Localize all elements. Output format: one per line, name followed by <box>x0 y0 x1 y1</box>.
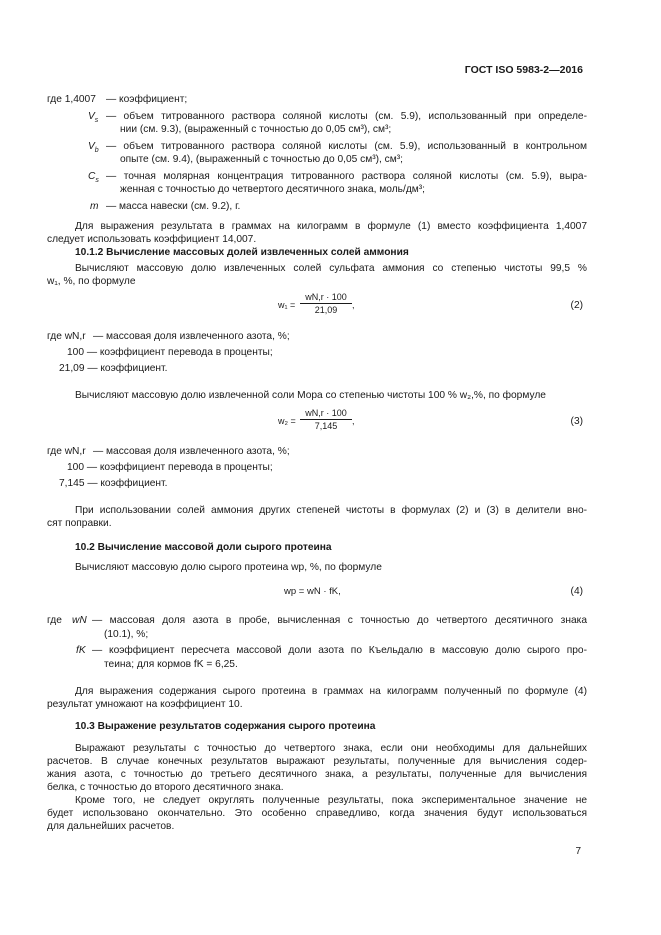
p-sulfate-line-2: w₁, %, по формуле <box>47 276 136 287</box>
fk-line-1: — коэффициент пересчета массовой доли азота по Къельдалю в массовую долю сырого про- <box>92 645 587 656</box>
p-grams2-line-2: результат умножают на коэффициент 10. <box>47 699 243 710</box>
cs-symbol: $C_s$ <box>88 171 99 185</box>
where3-lead: где wN,r <box>47 446 86 457</box>
eq2-lhs: w₁ = <box>278 300 296 310</box>
eq4-number: (4) <box>570 586 583 597</box>
eq3-fraction <box>300 408 352 431</box>
para-grams1-line-1: Для выражения результата в граммах на килограмм в формуле (1) вместо коэффициента 1,4007 <box>75 221 587 232</box>
eq2-numerator: wN,r · 100 <box>300 292 352 304</box>
wn-line-2: (10.1), %; <box>104 629 149 640</box>
p-express-line-4: белка, с точностью до второго десятичного знака. <box>47 782 284 793</box>
where2-lead: где wN,r <box>47 331 86 342</box>
eq3-denominator: 7,145 <box>314 421 338 431</box>
p-round-line-3: для дальнейших расчетов. <box>47 821 175 832</box>
vb-line-2: опыте (см. 9.4), (выраженный с точностью до 0,05 см³), см³; <box>120 154 403 165</box>
eq3-comma: , <box>352 416 355 426</box>
eq2-denominator: 21,09 <box>314 305 338 315</box>
eq2-number: (2) <box>570 300 583 311</box>
eq3-lhs: w₂ = <box>278 416 296 426</box>
p-other-line-2: сят поправки. <box>47 518 112 529</box>
section-10-3-heading: 10.3 Выражение результатов содержания сырого протеина <box>75 721 376 732</box>
p-sulfate-line-1: Вычисляют массовую долю извлеченных солей сульфата аммония со степенью чистоты 99,5 % <box>75 263 587 274</box>
p-other-line-1: При использовании солей аммония других степеней чистоты в формулах (2) и (3) в делители вно- <box>75 505 587 516</box>
section-10-2-heading: 10.2 Вычисление массовой доли сырого протеина <box>75 542 332 553</box>
where2-line-1: — массовая доля извлеченного азота, %; <box>93 331 290 342</box>
where3-line-2: 100 — коэффициент перевода в проценты; <box>67 462 273 473</box>
para-grams1-line-2: следует использовать коэффициент 14,007. <box>47 234 257 245</box>
where4-lead: где <box>47 615 62 626</box>
fk-line-2: теина; для кормов fK = 6,25. <box>104 659 238 670</box>
section-10-1-2-heading: 10.1.2 Вычисление массовых долей извлеченных солей аммония <box>75 247 409 258</box>
p-express-line-1: Выражают результаты с точностью до четвертого знака, если они необходимы для дальнейших <box>75 743 587 754</box>
where2-line-3: 21,09 — коэффициент. <box>59 363 168 374</box>
page-number: 7 <box>575 846 581 857</box>
where3-line-3: 7,145 — коэффициент. <box>59 478 168 489</box>
p-round-line-1: Кроме того, не следует округлять полученные результаты, пока экспериментальное значение не <box>75 795 587 806</box>
eq2-fraction <box>300 292 352 315</box>
eq4-expression: wp = wN · fK, <box>284 586 341 597</box>
wn-symbol: wN <box>72 615 87 626</box>
document-header: ГОСТ ISO 5983-2—2016 <box>464 64 583 76</box>
p-express-line-2: расчетов. В случае конечных результатов выражают результаты, полученные для вычисления содер- <box>47 756 587 767</box>
cs-line-1: — точная молярная концентрация титрованного раствора соляной кислоты (см. 5.9), выра- <box>106 171 587 182</box>
p-express-line-3: жания азота, с точностью до третьего десятичного знака, а результаты, полученные для вычисления <box>47 769 587 780</box>
vb-line-1: — объем титрованного раствора соляной кислоты (см. 5.9), использованный в контрольном <box>106 141 587 152</box>
m-text: — масса навески (см. 9.2), г. <box>106 201 241 212</box>
fk-symbol: fK <box>76 645 86 656</box>
p-grams2-line-1: Для выражения содержания сырого протеина в граммах на килограмм полученный по формуле (4) <box>75 686 587 697</box>
eq3-numerator: wN,r · 100 <box>300 408 352 420</box>
wn-line-1: — массовая доля азота в пробе, вычисленная с точностью до четвертого десятичного знака <box>92 615 587 626</box>
vs-line-2: нии (см. 9.3), (выраженный с точностью до 0,05 см³), см³; <box>120 124 392 135</box>
where-lead-1: где 1,4007 <box>47 94 96 105</box>
coef-text: — коэффициент; <box>106 94 188 105</box>
p-round-line-2: будет использовано окончательно. Это особенно справедливо, когда значения будут использоваться <box>47 808 587 819</box>
eq3-number: (3) <box>570 416 583 427</box>
where2-line-2: 100 — коэффициент перевода в проценты; <box>67 347 273 358</box>
eq2-comma: , <box>352 300 355 310</box>
p-protein: Вычисляют массовую долю сырого протеина wp, %, по формуле <box>75 562 382 573</box>
where3-line-1: — массовая доля извлеченного азота, %; <box>93 446 290 457</box>
vb-symbol: $V_b$ <box>88 141 99 155</box>
m-symbol: m <box>90 201 99 212</box>
vs-line-1: — объем титрованного раствора соляной кислоты (см. 5.9), использованный при определе- <box>106 111 587 122</box>
vs-symbol: $V_s$ <box>88 111 99 125</box>
cs-line-2: женная с точностью до четвертого десятичного знака, моль/дм³; <box>120 184 425 195</box>
p-mohr: Вычисляют массовую долю извлеченной соли Мора со степенью чистоты 100 % w₂,%, по формуле <box>75 390 546 401</box>
